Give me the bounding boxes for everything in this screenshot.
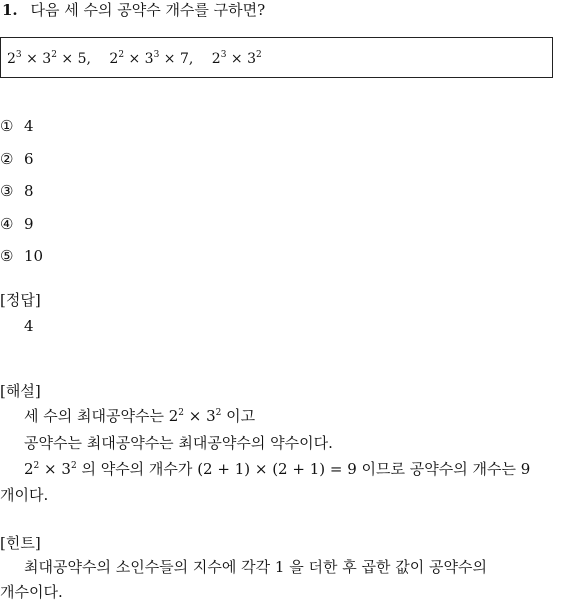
choice-4[interactable] [0,214,43,247]
expression-line [7,49,276,69]
hint-label: [힌트] [0,534,41,552]
question-number: 1. [2,1,18,19]
choice-1-mark: ① [0,117,14,135]
choice-5-value: 10 [24,247,44,265]
explanation-line-1-math: $2^2 \times 3^2$ [168,407,222,425]
expression-term-2: $2^2 \times 3^3 \times 7$, [109,50,194,67]
choice-2-mark: ② [0,149,14,168]
choice-2[interactable] [0,149,43,182]
choice-3[interactable] [0,181,43,214]
choice-1[interactable] [0,116,43,149]
expression-term-3: $2^3 \times 3^2$ [211,50,262,67]
choice-3-value: 8 [24,182,34,200]
explanation-line-1 [24,406,255,426]
explanation-line-3 [24,459,530,479]
answer-choices [0,116,43,279]
explanation-line-3-post: 이므로 공약수의 개수는 9 [356,460,531,478]
explanation-line-3-math-1: $2^2 \times 3^2$ [24,460,77,478]
choice-4-mark: ④ [0,214,14,233]
choice-3-mark: ③ [0,182,14,200]
answer-label: [정답] [0,291,41,309]
answer-value: 4 [24,317,34,335]
choice-5[interactable] [0,246,43,279]
explanation-line-1-post: 이고 [221,407,256,425]
explanation-line-3-math-2: (2 + 1) × (2 + 1) = 9 [197,460,357,478]
explanation-line-4: 개이다. [0,486,49,504]
explanation-line-1-pre: 세 수의 최대공약수는 [24,407,169,425]
choice-4-value: 9 [24,214,34,233]
choice-1-value: 4 [24,117,34,135]
hint-line-2: 개수이다. [0,583,63,601]
choice-5-mark: ⑤ [0,247,14,265]
explanation-label: [해설] [0,382,41,400]
choice-2-value: 6 [24,149,34,168]
question-text: 다음 세 수의 공약수 개수를 구하면? [30,1,266,19]
expression-term-1: $2^3 \times 3^2 \times 5$, [7,50,91,67]
question-heading [2,0,265,20]
explanation-line-3-mid: 의 약수의 개수가 [76,460,198,478]
hint-line-1: 최대공약수의 소인수들의 지수에 각각 1 을 더한 후 곱한 값이 공약수의 [24,558,487,576]
expression-box [0,37,553,78]
explanation-line-2: 공약수는 최대공약수는 최대공약수의 약수이다. [24,434,333,452]
